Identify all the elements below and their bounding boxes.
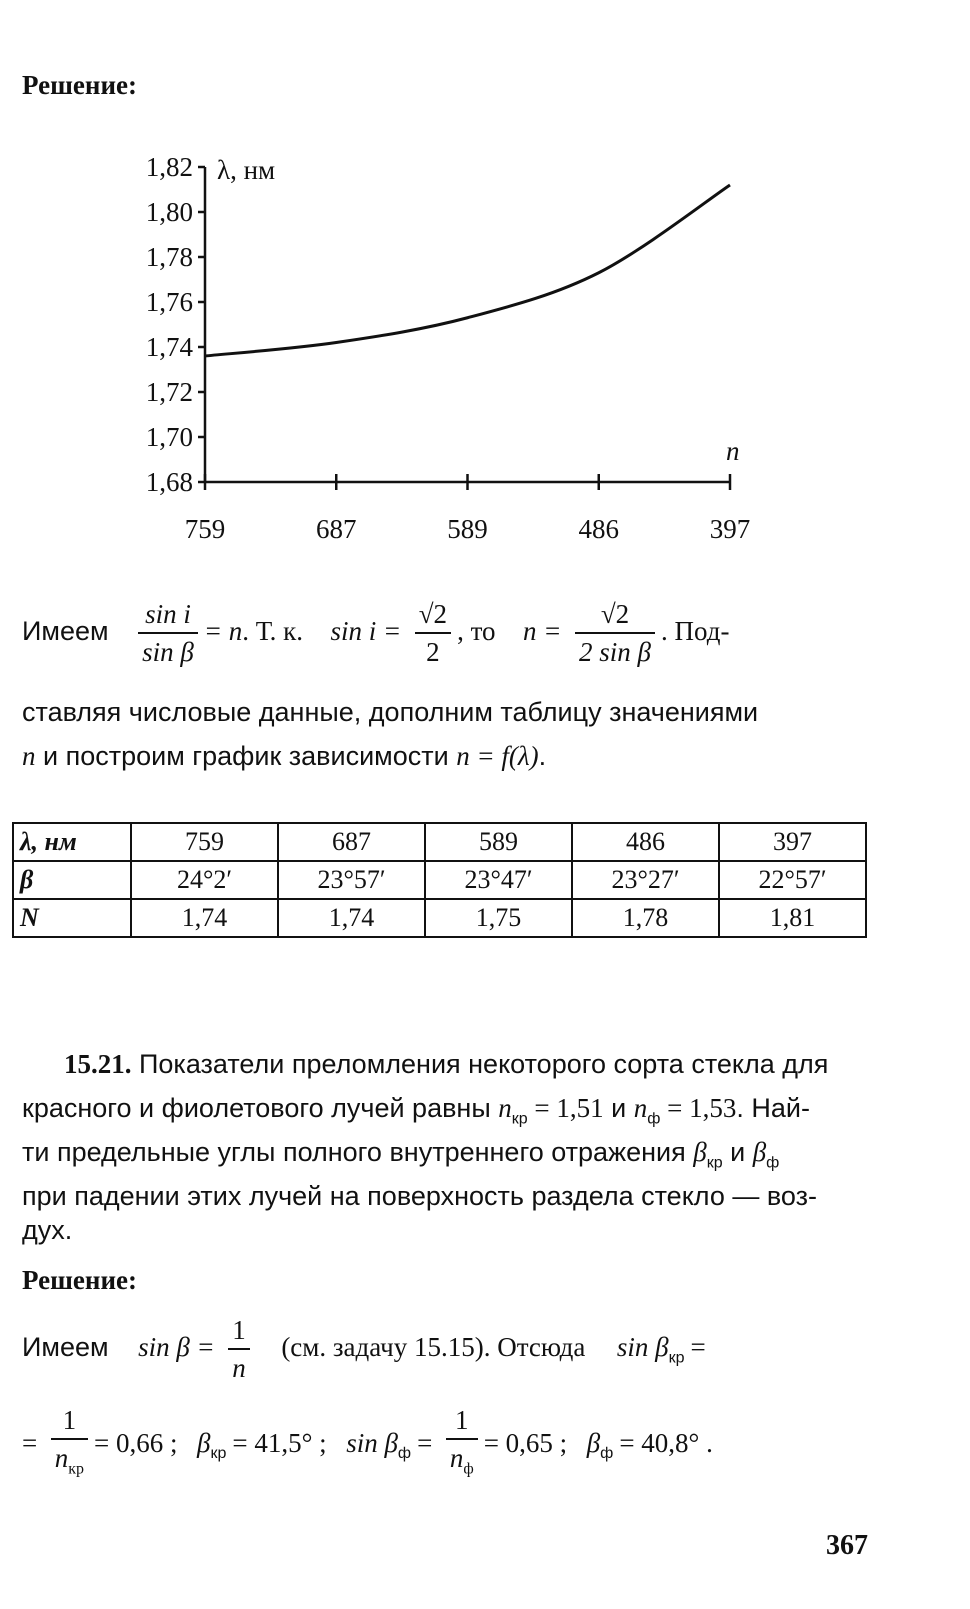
sqrt2-numerator-2: √2 [575, 596, 655, 634]
beta-kr: β [693, 1137, 707, 1167]
frac-numerator: sin i [138, 596, 198, 634]
and-2: и [722, 1137, 753, 1167]
y-axis-label: λ, нм [217, 155, 276, 185]
sub-f-5: ф [600, 1445, 614, 1463]
problem-line-4: при падении этих лучей на поверхность раздела стекло — воз- [22, 1181, 818, 1211]
sub-kr-2: кр [706, 1154, 723, 1172]
sini-eq: sin i = [330, 616, 402, 647]
row-label: N [13, 899, 131, 937]
table-cell: 22°57′ [719, 861, 866, 899]
x-tick-label: 589 [447, 514, 488, 544]
val-066: = 0,66 ; [94, 1427, 178, 1458]
table-cell: 24°2′ [131, 861, 278, 899]
fraction-sini-sinb [138, 596, 198, 670]
table-cell: 1,75 [425, 899, 572, 937]
problem-line-1 [64, 1042, 828, 1086]
eq-n: = n [203, 616, 243, 647]
x-tick-label: 486 [578, 514, 619, 544]
sub-kr-4: кр [68, 1460, 85, 1478]
fraction-1-nf [446, 1402, 478, 1487]
page-number: 367 [826, 1530, 868, 1561]
table-row [13, 861, 866, 899]
two-denominator: 2 [426, 637, 440, 667]
sub-kr: кр [511, 1110, 528, 1128]
table-cell: 23°27′ [572, 861, 719, 899]
line3-end: . [538, 741, 547, 771]
sub-kr-3: кр [668, 1349, 685, 1367]
row-label: β [13, 861, 131, 899]
problem-line-5: дух. [22, 1215, 73, 1245]
x-axis [185, 474, 751, 544]
n-symbol: n [22, 741, 36, 771]
beta-kr-2: β [197, 1427, 211, 1458]
paragraph-line-3 [22, 734, 546, 778]
problem-text-1: Показатели преломления некоторого сорта стекла для [131, 1049, 829, 1079]
val-415: = 41,5° ; [232, 1427, 327, 1458]
table-cell: 1,74 [131, 899, 278, 937]
one-num-2: 1 [51, 1402, 88, 1440]
y-tick-label: 1,72 [145, 377, 193, 407]
beta-f-2: β [586, 1427, 601, 1458]
2sinb-denominator: 2 sin β [579, 637, 651, 667]
fraction-1-nkr [51, 1402, 88, 1487]
problem-end-2: . Най- [736, 1093, 810, 1123]
y-tick-label: 1,74 [145, 332, 193, 362]
row-label: λ, нм [13, 823, 131, 861]
pod-text: . Под- [661, 616, 730, 647]
tk-text: . Т. к. [242, 616, 303, 647]
x-axis-label: n [726, 436, 740, 466]
table-cell: 486 [572, 823, 719, 861]
wavelength-chart [110, 140, 790, 560]
solution-intro: Имеем [22, 1332, 109, 1363]
sub-f-4: ф [463, 1460, 474, 1478]
n-den: n [232, 1353, 246, 1383]
table-cell: 1,81 [719, 899, 866, 937]
series-line [205, 185, 730, 356]
eq-sign-2: = [417, 1427, 433, 1458]
solution-line-2 [22, 1402, 713, 1487]
paragraph-line-2: ставляя числовые данные, дополним таблицу значениями [22, 697, 759, 727]
formula-nf: n = f(λ) [456, 741, 539, 771]
fraction-sqrt2-2sinb [575, 596, 655, 670]
table-cell: 759 [131, 823, 278, 861]
para-intro: Имеем [22, 616, 109, 647]
val-408: = 40,8° . [619, 1427, 713, 1458]
x-tick-label: 687 [316, 514, 357, 544]
sqrt2-numerator: √2 [415, 596, 451, 634]
beta-f: β [752, 1137, 767, 1167]
y-tick-label: 1,82 [145, 152, 193, 182]
x-tick-label: 397 [709, 514, 751, 544]
table-cell: 687 [278, 823, 425, 861]
n-f: n [633, 1093, 648, 1123]
comma-to: , то [457, 616, 496, 647]
table-cell: 589 [425, 823, 572, 861]
sinb-eq: sin β = [138, 1332, 215, 1363]
val-065: = 0,65 ; [483, 1427, 568, 1458]
n-kr: n [498, 1093, 512, 1123]
solution-line-1 [22, 1312, 706, 1386]
data-table [12, 822, 867, 938]
solution-heading-2: Решение: [22, 1265, 137, 1295]
sinb-f: sin β [346, 1427, 398, 1458]
val-f: = 1,53 [660, 1093, 737, 1123]
n-f-den: n [449, 1443, 464, 1473]
y-tick-label: 1,78 [145, 242, 193, 272]
y-tick-label: 1,70 [145, 422, 193, 452]
one-num: 1 [228, 1312, 250, 1350]
sinb-kr: sin β [616, 1332, 669, 1363]
n-kr-den: n [54, 1443, 69, 1473]
eq-start: = [22, 1427, 38, 1458]
x-tick-label: 759 [184, 514, 226, 544]
problem-text-3: ти предельные углы полного внутреннего отражения [22, 1137, 694, 1167]
problem-number: 15.21. [64, 1049, 132, 1079]
eq-sign: = [690, 1332, 706, 1363]
sub-f-2: ф [766, 1154, 780, 1172]
table-row [13, 823, 866, 861]
table-cell: 1,78 [572, 899, 719, 937]
line3-rest: и построим график зависимости [35, 741, 457, 771]
one-num-3: 1 [446, 1402, 478, 1440]
table-cell: 1,74 [278, 899, 425, 937]
fraction-sqrt2-2 [415, 596, 451, 670]
fraction-1-n [228, 1312, 250, 1386]
sub-f-3: ф [397, 1445, 412, 1463]
table-cell: 23°47′ [425, 861, 572, 899]
sub-f: ф [647, 1110, 661, 1128]
ref-text: (см. задачу 15.15). Отсюда [281, 1332, 586, 1363]
problem-text-2: красного и фиолетового лучей равны [22, 1093, 499, 1123]
paragraph-formula-line [22, 596, 729, 670]
y-tick-label: 1,80 [145, 197, 193, 227]
y-tick-label: 1,76 [145, 287, 193, 317]
table-cell: 23°57′ [278, 861, 425, 899]
y-axis [146, 152, 205, 497]
sub-kr-5: кр [210, 1445, 227, 1463]
and-1: и [603, 1093, 634, 1123]
table-row [13, 899, 866, 937]
val-kr: = 1,51 [527, 1093, 604, 1123]
y-tick-label: 1,68 [145, 467, 193, 497]
table-cell: 397 [719, 823, 866, 861]
solution-heading: Решение: [22, 70, 137, 100]
n-eq: n = [523, 616, 562, 647]
frac-denominator: sin β [142, 637, 194, 667]
